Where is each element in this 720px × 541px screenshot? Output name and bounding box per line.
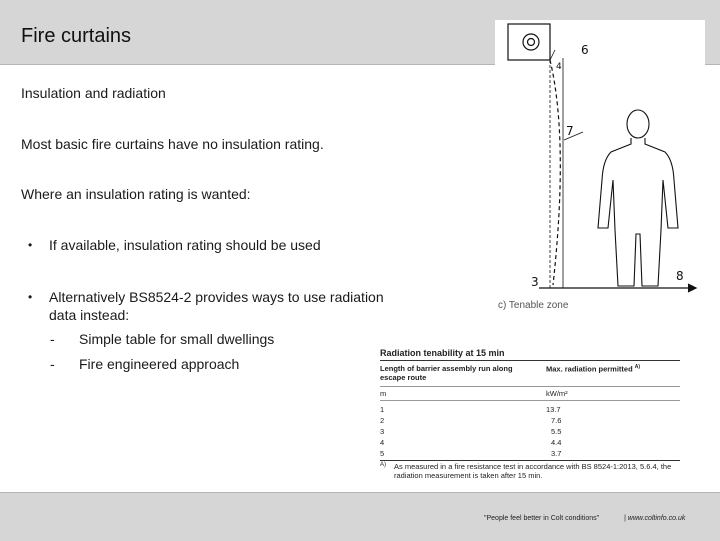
table-cell-length: 1 [380,405,385,414]
table-cell-radiation: 13.7 [546,405,561,414]
figure-label-8: 8 [676,269,684,283]
bullet-insulation-rating: If available, insulation rating should be used [49,237,321,253]
table-cell-length: 5 [380,449,385,458]
table-rule [380,400,680,401]
figure-label-7: 7 [566,124,574,138]
bullet-icon: • [28,238,33,252]
table-unit-length: m [380,389,387,398]
table-title: Radiation tenability at 15 min [380,348,505,358]
tenable-zone-diagram [495,20,705,320]
radiation-table [370,344,690,486]
table-cell-radiation: 4.4 [551,438,562,447]
table-cell-radiation: 5.5 [551,427,562,436]
tenable-zone-illustration [495,20,705,320]
table-rule [380,386,680,387]
sub-item-fire-engineered: Fire engineered approach [79,356,240,372]
bullet-radiation-data: Alternatively BS8524-2 provides ways to use radiation data instead: [49,289,384,323]
paragraph-no-rating: Most basic fire curtains have no insulation rating. [21,136,324,152]
table-rule [380,360,680,361]
table-header-length: Length of barrier assembly run along escape route [380,364,513,382]
table-cell-radiation: 3.7 [551,449,562,458]
table-cell-length: 2 [380,416,385,425]
figure-caption: c) Tenable zone [498,300,569,311]
bullet-icon: • [28,290,33,304]
figure-label-6: 6 [581,43,589,57]
table-cell-radiation: 7.6 [551,416,562,425]
slide-footer [0,492,720,541]
table-rule [380,460,680,461]
table-header-radiation: Max. radiation permitted [546,364,633,374]
table-cell-length: 3 [380,427,385,436]
table-cell-length: 4 [380,438,385,447]
sub-item-simple-table: Simple table for small dwellings [79,331,275,347]
figure-label-4: 4 [556,62,562,72]
table-footnote-marker: A) [380,462,386,468]
footer-website: | www.coltinfo.co.uk [624,515,686,522]
section-heading: Insulation and radiation [21,85,166,101]
paragraph-rating-wanted: Where an insulation rating is wanted: [21,186,251,202]
footer-slogan: "People feel better in Colt conditions" [484,515,600,522]
slide-title: Fire curtains [21,25,132,47]
dash-marker: - [50,331,55,347]
table-unit-radiation: kW/m² [546,389,568,398]
table-footnote: As measured in a fire resistance test in accordance with BS 8524-1:2013, 5.6.4, the radiation measurement is taken after 15 min. [394,462,672,480]
figure-label-3: 3 [531,275,539,289]
dash-marker: - [50,356,55,372]
table-header-note: A) [634,364,641,370]
